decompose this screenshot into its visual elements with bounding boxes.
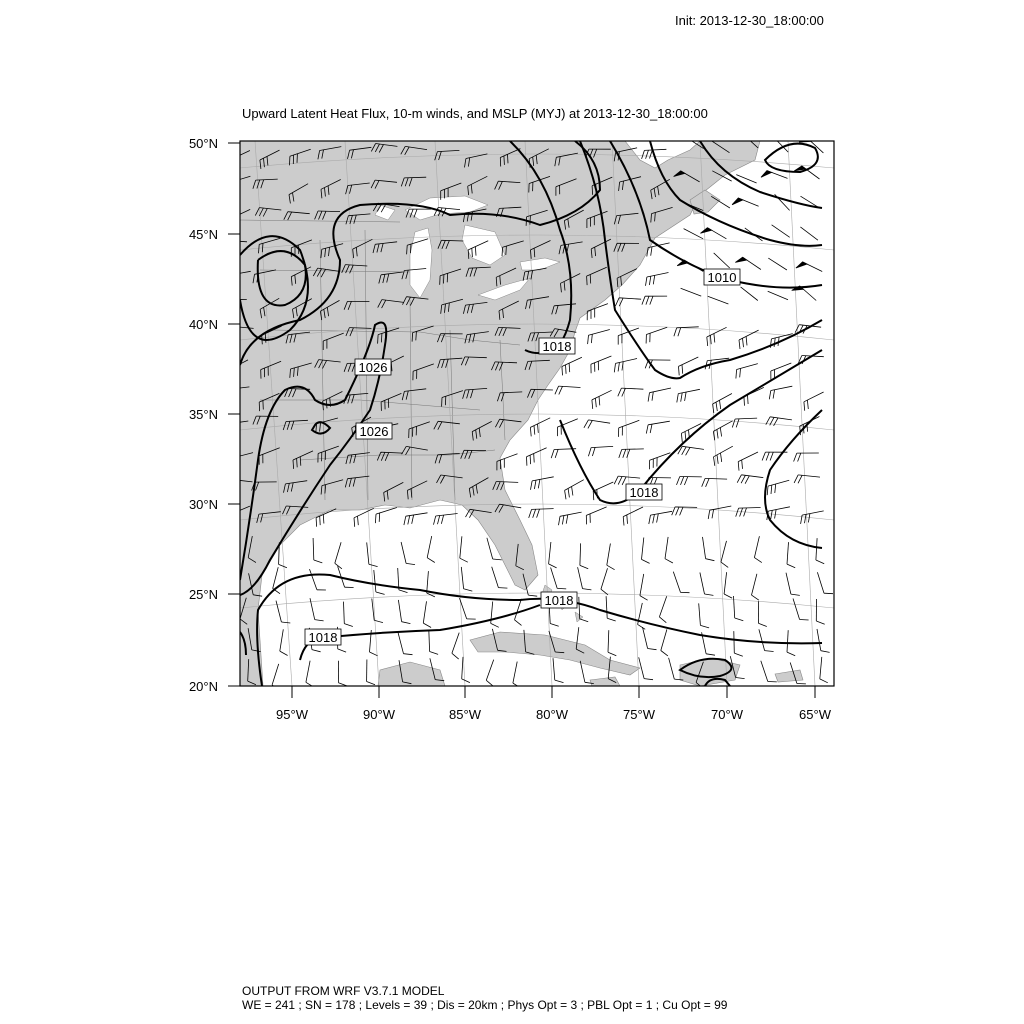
contour-label-1026-upper <box>355 359 391 375</box>
contour-label-1018-west <box>305 629 341 645</box>
contour-label-1018-east <box>626 484 662 500</box>
svg-text:1018: 1018 <box>308 630 338 645</box>
lat-label-35n: 35°N <box>188 407 218 422</box>
lon-label-80w: 80°W <box>536 707 568 722</box>
lon-label-85w: 85°W <box>449 707 481 722</box>
lon-label-90w: 90°W <box>363 707 395 722</box>
contour-label-1010 <box>704 269 740 285</box>
contour-label-1018-north <box>539 338 575 354</box>
contour-label-1026-lower <box>356 423 392 439</box>
lon-label-70w: 70°W <box>711 707 743 722</box>
map-panel <box>221 133 834 690</box>
lat-label-40n: 40°N <box>188 317 218 332</box>
svg-text:1026: 1026 <box>359 424 389 439</box>
footer-model-line: OUTPUT FROM WRF V3.7.1 MODEL <box>242 984 445 998</box>
svg-text:1026: 1026 <box>358 360 388 375</box>
contour-label-1018-south <box>541 592 577 608</box>
lon-label-65w: 65°W <box>799 707 831 722</box>
svg-text:1018: 1018 <box>629 485 659 500</box>
lat-label-20n: 20°N <box>188 679 218 694</box>
svg-text:1018: 1018 <box>544 593 574 608</box>
init-time-label: Init: 2013-12-30_18:00:00 <box>675 13 824 28</box>
lon-label-95w: 95°W <box>276 707 308 722</box>
plot-title: Upward Latent Heat Flux, 10-m winds, and MSLP (MYJ) at 2013-12-30_18:00:00 <box>242 106 708 121</box>
latitude-labels <box>189 136 218 694</box>
svg-text:1010: 1010 <box>707 270 737 285</box>
lat-label-50n: 50°N <box>188 136 218 151</box>
lat-label-45n: 45°N <box>188 227 218 242</box>
lat-label-25n: 25°N <box>188 587 218 602</box>
svg-text:1018: 1018 <box>542 339 572 354</box>
footer-config-line: WE = 241 ; SN = 178 ; Levels = 39 ; Dis = 20km ; Phys Opt = 3 ; PBL Opt = 1 ; Cu Opt = 99 <box>242 998 728 1012</box>
lat-label-30n: 30°N <box>188 497 218 512</box>
longitude-labels <box>276 707 832 722</box>
lon-label-75w: 75°W <box>623 707 655 722</box>
